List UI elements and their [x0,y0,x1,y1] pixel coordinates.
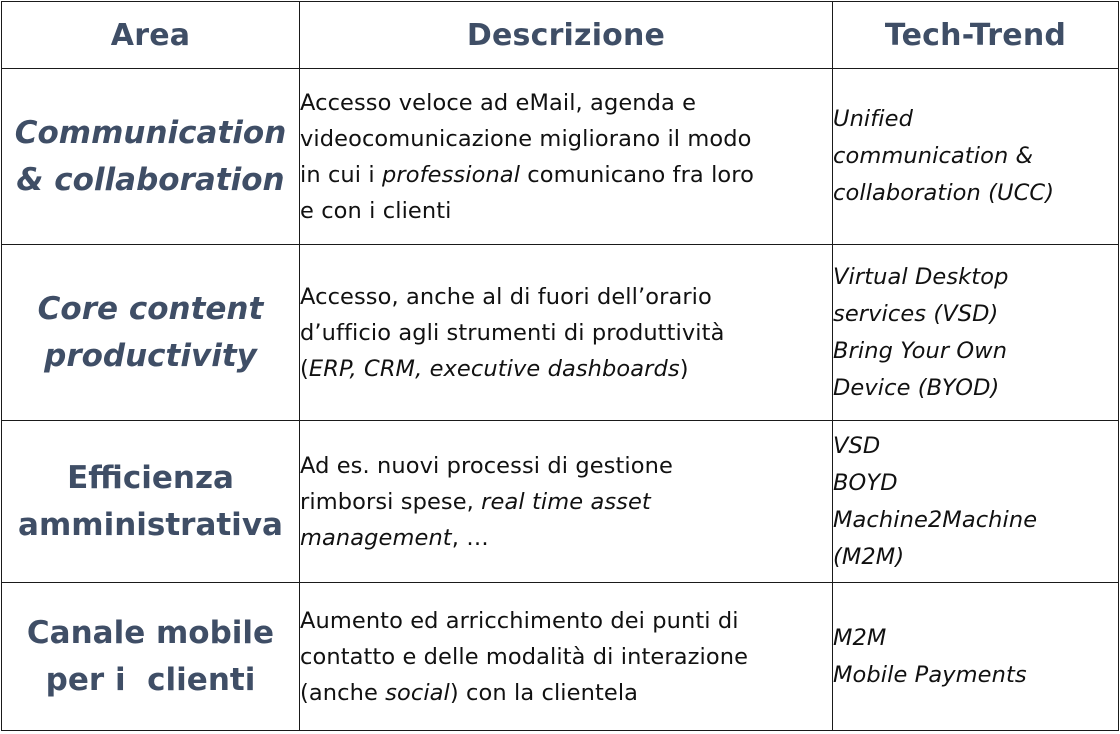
area-line: Core content [37,290,264,327]
tech-line: services (VSD) [833,300,999,327]
area-line: amministrativa [18,506,283,543]
description-line [300,520,832,556]
tech-line: Bring Your Own [833,337,1008,364]
area-line: productivity [44,337,257,374]
tech-trend-cell [833,245,1119,421]
tech-line: communication & [833,143,1034,169]
emphasis-text: real time asset [481,488,651,515]
emphasis-text: ERP, CRM, executive dashboards [308,355,680,382]
tech-trend-cell [833,583,1119,731]
tech-trend-cell [833,69,1119,245]
header-row [2,2,1119,69]
text-fragment: (anche [300,679,386,706]
area-line: Communication [14,114,287,151]
tech-line: Mobile Payments [833,661,1027,688]
tech-line: Machine2Machine [833,506,1038,533]
description-line [300,157,832,193]
text-fragment: ) [679,355,689,382]
text-fragment: in cui i [300,161,383,188]
area-line: Canale mobile [26,614,275,651]
emphasis-text: professional [382,161,521,188]
emphasis-text: management [300,524,452,551]
text-fragment: ( [300,355,309,382]
tech-line: collaboration (UCC) [833,180,1055,206]
area-line: & collaboration [16,161,285,198]
description-cell [300,69,833,245]
tech-line: (M2M) [833,543,905,570]
tech-line: BOYD [833,469,898,496]
area-line: Efficienza [67,459,234,496]
tech-trend-table [1,1,1119,731]
tech-trend-cell [833,421,1119,583]
emphasis-text: social [385,679,450,706]
description-line [300,351,832,387]
description-cell [300,583,833,731]
description-line [300,484,832,520]
area-cell [2,421,300,583]
description-line: videocomunicazione migliorano il modo [300,125,752,152]
header-area: Area [2,2,300,69]
description-line: e con i clienti [300,197,452,224]
description-cell [300,245,833,421]
area-line: per i clienti [45,661,256,698]
tech-line: Virtual Desktop [833,263,1009,290]
text-fragment: comunicano fra loro [520,161,755,188]
table-row [2,245,1119,421]
description-line: Accesso, anche al di fuori dell’orario [300,283,712,310]
description-line: d’ufficio agli strumenti di produttività [300,319,725,346]
description-line: Ad es. nuovi processi di gestione [300,452,673,479]
tech-line: VSD [833,432,881,459]
header-tech-trend: Tech-Trend [833,2,1119,69]
table-row [2,583,1119,731]
tech-line: Device (BYOD) [833,374,1000,401]
text-fragment: ) con la clientela [449,679,639,706]
description-line: Aumento ed arricchimento dei punti di [300,607,739,634]
area-cell [2,69,300,245]
header-description: Descrizione [300,2,833,69]
description-line [300,675,832,711]
description-line: Accesso veloce ad eMail, agenda e [300,89,697,116]
description-line: contatto e delle modalità di interazione [300,643,749,670]
tech-line: Unified [833,106,913,132]
tech-line: M2M [833,624,887,651]
text-fragment: , … [451,524,489,551]
text-fragment: rimborsi spese, [300,488,482,515]
area-cell [2,245,300,421]
table-row [2,421,1119,583]
description-cell [300,421,833,583]
table-row [2,69,1119,245]
area-cell [2,583,300,731]
